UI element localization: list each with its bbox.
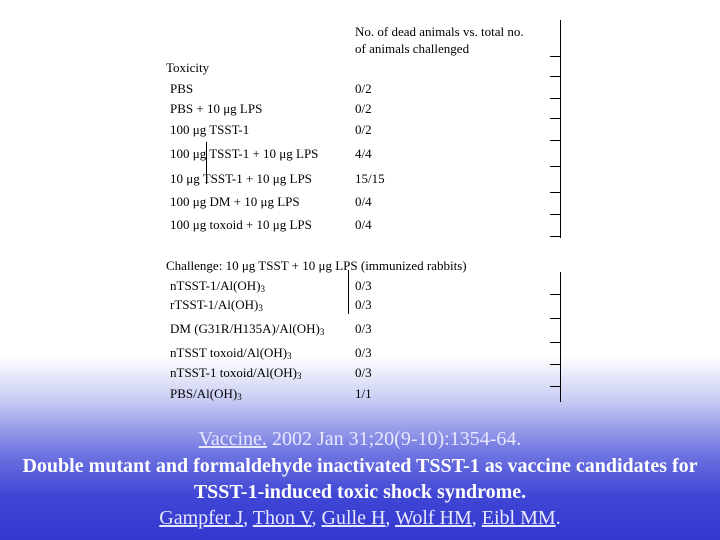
journal-link[interactable]: Vaccine. (198, 428, 267, 450)
table-row-value: 0/4 (355, 194, 372, 209)
article-title: Double mutant and formaldehyde inactivated TSST-1 as vaccine candidates for TSST-1-induced toxic shock syndrome. (22, 455, 698, 503)
rule-tick (550, 342, 560, 343)
table-row-value: 0/3 (355, 321, 372, 336)
table-row-label: DM $(G31R/H135A)/Al(OH)_3$ (170, 321, 325, 337)
column-header-line1: No. of dead animals vs. total no. (355, 24, 524, 39)
table-row-label: 100 μg toxoid + 10 μg LPS (170, 217, 312, 232)
table-row-label: PBS + 10 μg LPS (170, 101, 263, 116)
toxicity-heading: Toxicity (166, 60, 210, 75)
author-link[interactable]: Wolf HM (395, 507, 472, 529)
table-row-label: nTSST toxoid/$Al(OH)_3$ (170, 345, 292, 361)
table-row-value: 0/2 (355, 81, 372, 96)
rule-tick (550, 386, 560, 387)
table-right-rule-bottom (560, 272, 561, 402)
table-row-label: 100 μg TSST-1 (170, 122, 250, 137)
rule-tick (550, 192, 560, 193)
rule-tick (550, 294, 560, 295)
table-row-value: 0/3 (355, 297, 372, 312)
rule-tick (550, 236, 560, 237)
rule-tick (550, 76, 560, 77)
citation-details: 2002 Jan 31;20(9-10):1354-64. (266, 428, 522, 450)
rule-tick (550, 166, 560, 167)
column-header-line2: of animals challenged (355, 41, 470, 56)
rule-tick (550, 140, 560, 141)
author-link[interactable]: Thon V (252, 507, 312, 529)
table-row-label: 100 μg DM + 10 μg LPS (170, 194, 300, 209)
citation-line (0, 428, 720, 450)
challenge-heading: Challenge: 10 μg TSST + 10 μg LPS (immunized rabbits) (166, 258, 467, 273)
rule-tick (550, 98, 560, 99)
table-row-value: 0/2 (355, 101, 372, 116)
rule-tick (550, 318, 560, 319)
table-row-value: 0/3 (355, 365, 372, 380)
rule-tick (550, 118, 560, 119)
table-row-label: 100 μg TSST-1 + 10 μg LPS (170, 146, 319, 161)
table-row-value: 15/15 (355, 171, 385, 186)
row-marker (348, 270, 349, 314)
table-row-label: nTSST-$1/Al(OH)_3$ (170, 278, 266, 294)
table-row-value: 0/4 (355, 217, 372, 232)
table-right-rule-top (560, 20, 561, 238)
table-row-label: PBS/$Al(OH)_3$ (170, 386, 242, 402)
table-row-value: 0/3 (355, 278, 372, 293)
table-row-label: rTSST-$1/Al(OH)_3$ (170, 297, 263, 313)
table-row-value: 0/3 (355, 345, 372, 360)
author-link[interactable]: Gulle H (321, 507, 386, 529)
rule-tick (550, 56, 560, 57)
table-row-label: 10 μg TSST-1 + 10 μg LPS (170, 171, 312, 186)
author-link[interactable]: Gampfer J (159, 507, 244, 529)
table-row-value: 4/4 (355, 146, 372, 161)
table-row-label: PBS (170, 81, 194, 96)
author-link[interactable]: Eibl MM (481, 507, 556, 529)
rule-tick (550, 364, 560, 365)
table-row-value: 1/1 (355, 386, 372, 401)
table-row-value: 0/2 (355, 122, 372, 137)
citation-block (0, 428, 720, 529)
rule-tick (550, 214, 560, 215)
table-row-label: nTSST-1 toxoid/$Al(OH)_3$ (170, 365, 302, 381)
author-list: Gampfer J, Thon V, Gulle H, Wolf HM, Eibl MM. (159, 507, 561, 529)
